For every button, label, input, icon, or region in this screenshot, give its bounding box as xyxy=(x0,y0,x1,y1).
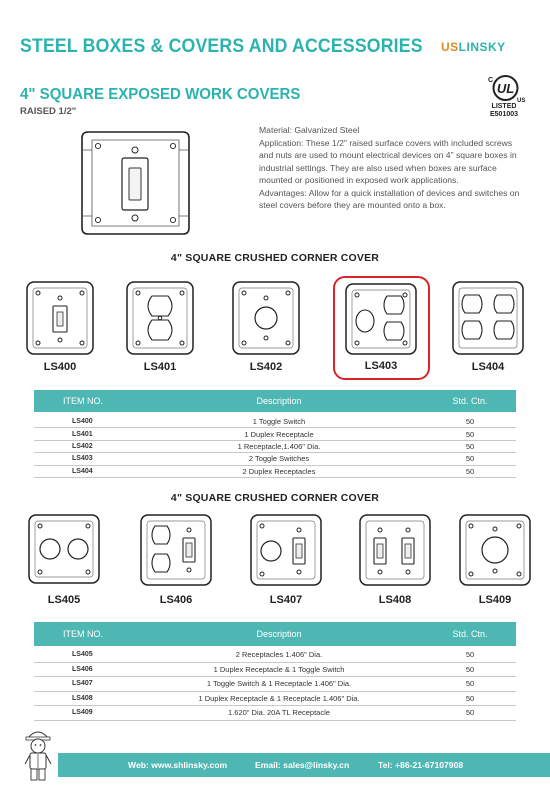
hero-cover-illustration xyxy=(78,128,193,238)
description-cell: 1 Receptacle,1.406" Dia. xyxy=(237,441,321,451)
col-description: Description xyxy=(256,396,302,406)
table-row xyxy=(34,648,516,663)
table-row xyxy=(34,677,516,692)
advantages-text: Advantages: Allow for a quick installation of devices and switches on steel covers before they are mounted onto a box. xyxy=(259,188,520,211)
brand-logo-suffix: LINSKY xyxy=(458,40,506,54)
contact-footer xyxy=(58,753,550,777)
std-ctn-cell: 50 xyxy=(465,664,475,674)
product-ls407[interactable] xyxy=(246,512,326,606)
section1-table xyxy=(34,390,516,478)
table-row xyxy=(34,441,516,453)
product-ls406[interactable] xyxy=(136,512,216,606)
ls406-label: LS406 xyxy=(159,594,193,606)
ls402-label: LS402 xyxy=(249,361,283,373)
description-cell: 1 Toggle Switch xyxy=(252,417,306,427)
ls401-label: LS401 xyxy=(143,361,177,373)
ul-mark-c: C xyxy=(488,77,494,84)
table-row xyxy=(34,466,516,478)
std-ctn-cell: 50 xyxy=(465,708,475,718)
footer-phone: Tel: +86-21-67107908 xyxy=(378,760,464,770)
brand-logo xyxy=(441,40,506,54)
product-ls405[interactable] xyxy=(24,512,104,606)
table-header xyxy=(34,390,516,412)
ls407-label: LS407 xyxy=(269,594,303,606)
ul-file-number: E501003 xyxy=(489,111,519,118)
application-text: Application: These 1/2" raised surface covers with included screws and nuts are used to mount electrical devices on 4" square boxes in industrial settings. They are also used when boxes are surface mounted or positioned in exposed work applications. xyxy=(259,138,517,185)
description-cell: 1 Duplex Receptacle & 1 Toggle Switch xyxy=(213,664,345,674)
std-ctn-cell: 50 xyxy=(465,441,475,451)
section1-title: 4" SQUARE CRUSHED CORNER COVER xyxy=(170,252,380,264)
ls405-label: LS405 xyxy=(47,594,81,606)
col-std-ctn: Std. Ctn. xyxy=(452,396,488,406)
table-row xyxy=(34,453,516,465)
footer-email-link[interactable]: Email: sales@linsky.cn xyxy=(255,760,350,770)
ls404-cover-icon xyxy=(450,279,526,357)
material-text: Material: Galvanized Steel xyxy=(259,125,360,135)
std-ctn-cell: 50 xyxy=(465,429,475,439)
item-no-cell: LS408 xyxy=(72,694,93,702)
table-row xyxy=(34,706,516,721)
product-description xyxy=(259,124,521,212)
ls402-cover-icon xyxy=(230,279,302,357)
col-description: Description xyxy=(256,629,302,639)
item-no-cell: LS403 xyxy=(72,455,93,463)
ls403-label: LS403 xyxy=(364,360,398,372)
std-ctn-cell: 50 xyxy=(465,454,475,464)
section2-title: 4" SQUARE CRUSHED CORNER COVER xyxy=(170,492,380,504)
ls408-cover-icon xyxy=(357,512,433,588)
ls405-cover-icon xyxy=(26,512,102,586)
ls404-label: LS404 xyxy=(471,361,505,373)
footer-web-link[interactable]: Web: www.shlinsky.com xyxy=(128,760,228,770)
product-ls404[interactable] xyxy=(448,279,528,373)
product-title: 4" SQUARE EXPOSED WORK COVERS xyxy=(20,86,301,103)
ls400-cover-icon xyxy=(24,279,96,357)
std-ctn-cell: 50 xyxy=(465,693,475,703)
col-item-no: ITEM NO. xyxy=(63,396,103,406)
ls408-label: LS408 xyxy=(378,594,412,606)
item-no-cell: LS406 xyxy=(72,665,93,673)
item-no-cell: LS407 xyxy=(72,680,93,688)
product-ls400[interactable] xyxy=(20,279,100,373)
worker-mascot-icon xyxy=(20,724,56,784)
ls403-cover-icon xyxy=(343,281,419,357)
ls406-cover-icon xyxy=(138,512,214,588)
product-subtitle: RAISED 1/2" xyxy=(20,106,77,117)
description-cell: 2 Duplex Receptacles xyxy=(242,466,316,476)
brand-logo-prefix: US xyxy=(441,40,459,54)
std-ctn-cell: 50 xyxy=(465,650,475,660)
ul-listed-text: LISTED xyxy=(491,103,517,110)
product-ls403[interactable] xyxy=(341,281,421,372)
std-ctn-cell: 50 xyxy=(465,466,475,476)
item-no-cell: LS402 xyxy=(72,442,93,450)
description-cell: 1 Duplex Receptacle & 1 Receptacle 1.406" Dia. xyxy=(198,693,360,703)
description-cell: 1.620" Dia. 20A TL Receptacle xyxy=(228,708,330,718)
col-item-no: ITEM NO. xyxy=(63,629,103,639)
table-row xyxy=(34,663,516,678)
std-ctn-cell: 50 xyxy=(465,679,475,689)
ls407-cover-icon xyxy=(248,512,324,588)
ls409-label: LS409 xyxy=(478,594,512,606)
item-no-cell: LS405 xyxy=(72,651,93,659)
product-ls402[interactable] xyxy=(226,279,306,373)
item-no-cell: LS400 xyxy=(72,418,93,426)
ul-listed-label xyxy=(478,103,530,119)
ls401-cover-icon xyxy=(124,279,196,357)
page-title: STEEL BOXES & COVERS AND ACCESSORIES xyxy=(20,36,423,57)
table-row xyxy=(34,428,516,440)
description-cell: 1 Toggle Switch & 1 Receptacle 1.406" Dia. xyxy=(206,679,352,689)
col-std-ctn: Std. Ctn. xyxy=(452,629,488,639)
ls400-label: LS400 xyxy=(43,361,77,373)
description-cell: 1 Duplex Receptacle xyxy=(244,429,314,439)
ul-mark-us: US xyxy=(517,98,526,104)
product-ls409[interactable] xyxy=(455,512,535,606)
description-cell: 2 Toggle Switches xyxy=(248,454,310,464)
item-no-cell: LS409 xyxy=(72,709,93,717)
item-no-cell: LS404 xyxy=(72,467,93,475)
table-row xyxy=(34,416,516,428)
item-no-cell: LS401 xyxy=(72,430,93,438)
ls409-cover-icon xyxy=(457,512,533,588)
std-ctn-cell: 50 xyxy=(465,417,475,427)
product-ls408[interactable] xyxy=(355,512,435,606)
description-cell: 2 Receptacles 1.406" Dia. xyxy=(235,650,323,660)
product-ls401[interactable] xyxy=(120,279,200,373)
table-row xyxy=(34,692,516,707)
table-header xyxy=(34,622,516,646)
ul-mark-letters: UL xyxy=(496,81,515,96)
section2-table xyxy=(34,622,516,721)
